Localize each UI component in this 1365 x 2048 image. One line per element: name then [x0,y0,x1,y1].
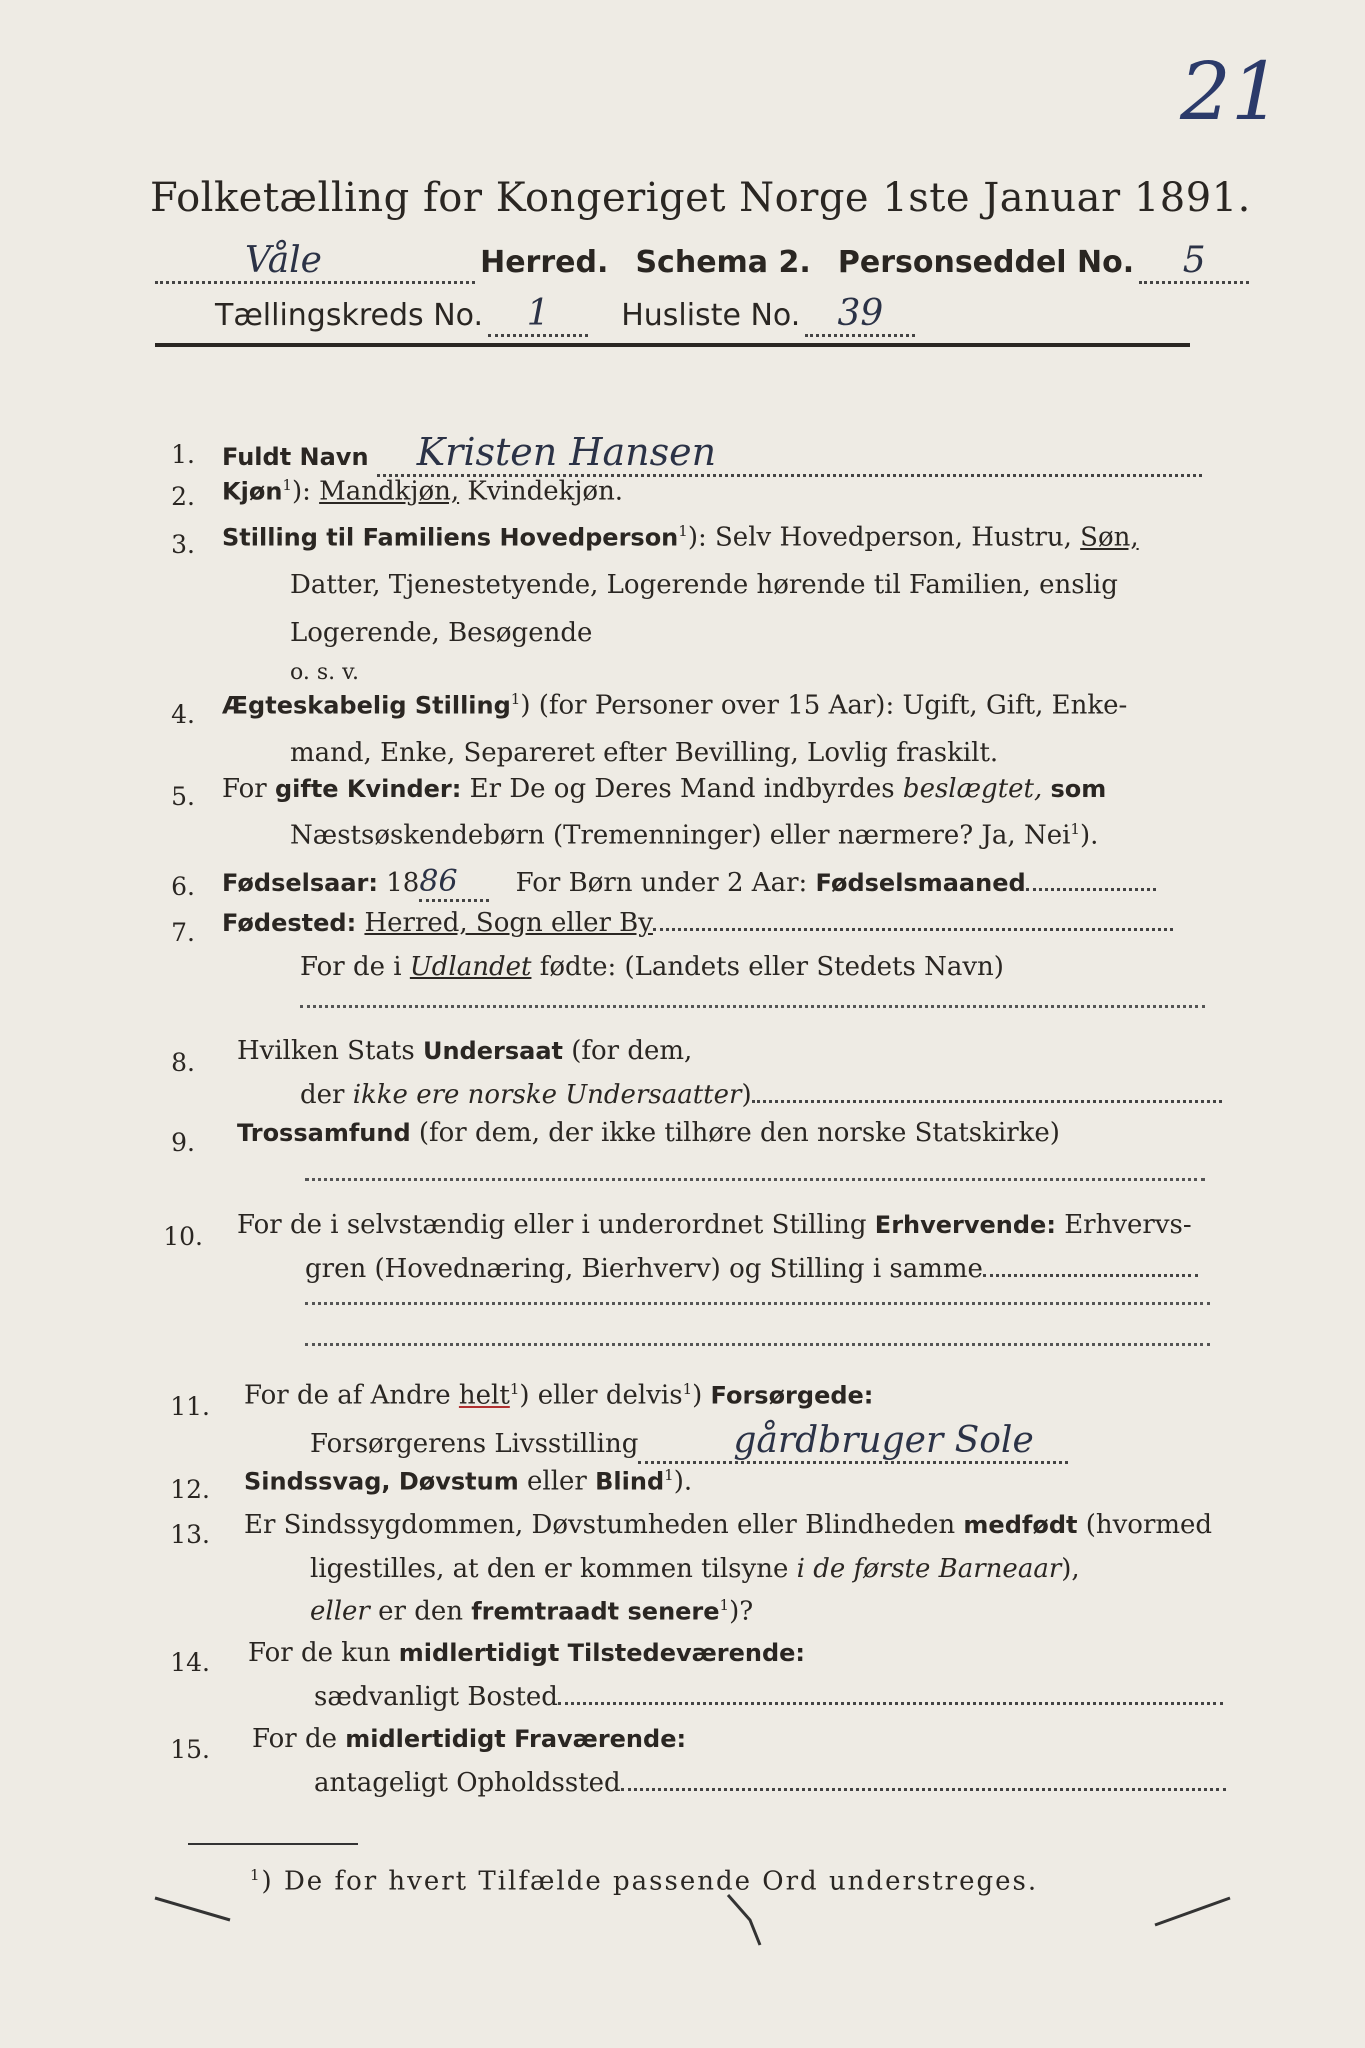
q8-line2 [300,1080,1222,1110]
footnote-rule [188,1843,358,1845]
q8-text2a: der [300,1080,345,1110]
q11-line1 [244,1380,873,1411]
q5-label: gifte Kvinder: [274,775,462,803]
q3-number: 3. [171,530,195,559]
personseddel-label: Personseddel No. [837,245,1135,280]
q2-colon: ): [291,476,311,507]
husliste-value: 39 [805,293,915,337]
q3-text1: ): Selv Hovedperson, Hustru, [687,522,1072,553]
q6-line [222,864,1156,902]
q4-number: 4. [171,700,195,729]
q12-label: Sindssvag, Døvstum [244,1467,519,1496]
q10-line2 [305,1254,1198,1284]
header-row-kreds [215,293,915,337]
q14-line1 [248,1638,805,1668]
q8-line1 [237,1036,692,1066]
q11-number: 11. [170,1392,210,1421]
q5-number: 5. [171,782,195,811]
q3-line1 [222,522,1139,553]
corner-mark-center-icon [720,1890,780,1950]
q14-text2: sædvanligt Bosted [314,1682,558,1712]
q12-number: 12. [170,1475,210,1504]
q5-end: ). [1079,820,1099,851]
q9-line1 [237,1118,1060,1148]
q10-line1 [237,1210,1192,1240]
q1-number: 1. [171,440,195,469]
q9-blank [305,1178,1205,1181]
q11-option-helt: helt [458,1380,510,1411]
q10-pre: For de i selvstændig eller i underordnet Stilling [237,1210,867,1240]
corner-mark-right-icon [1150,1890,1240,1930]
q13-text1a: Er Sindssygdommen, Døvstumheden eller Blindheden [244,1510,956,1540]
q6-month-blank [1026,888,1156,891]
q8-italic: ikke ere norske Undersaatter [352,1080,742,1110]
q10-label: Erhvervende: [874,1211,1056,1239]
kreds-label: Tællingskreds No. [215,298,483,333]
q14-line2 [314,1682,1223,1712]
q11-label: Forsørgede: [710,1381,874,1410]
q15-blank [621,1788,1226,1791]
q2-line [222,476,623,507]
q15-line1 [252,1724,686,1754]
q6-text1: For Børn under 2 Aar: [515,868,808,898]
q8-label: Undersaat [422,1037,563,1065]
q15-number: 15. [170,1735,210,1764]
q12-label2: Blind [595,1467,665,1496]
q9-label: Trossamfund [237,1119,411,1147]
q11-value: gårdbruger Sole [638,1420,1068,1464]
q8-text2b: ) [741,1080,752,1110]
q9-text1: (for dem, der ikke tilhøre den norske Statskirke) [418,1118,1060,1148]
husliste-label: Husliste No. [621,298,801,333]
q8-number: 8. [171,1048,195,1077]
footnote [250,1866,1038,1897]
q8-blank [752,1100,1222,1103]
q7-line1 [222,908,1173,938]
q5-pre: For [222,774,267,804]
form-title: Folketælling for Kongeriget Norge 1ste Januar 1891. [150,175,1251,221]
q5-line2 [290,820,1098,851]
q5-text2: Næstsøskendebørn (Tremenninger) eller nærmere? Ja, Nei [290,820,1071,851]
header-row-herred [155,240,1249,284]
q14-number: 14. [170,1648,210,1677]
q13-italic: i de første Barneaar [796,1554,1062,1584]
q12-mid: eller [527,1466,587,1497]
q14-label: midlertidigt Tilstedeværende: [398,1639,806,1667]
q10-text1: Erhvervs- [1064,1210,1192,1240]
q7-blank1 [653,928,1173,931]
q3-sup: 1 [678,522,688,540]
q13-label2: fremtraadt senere [471,1597,720,1626]
q5-text1: Er De og Deres Mand indbyrdes [469,774,895,804]
q12-line [244,1466,692,1497]
q2-number: 2. [171,482,195,511]
q13-italic2: eller [310,1596,370,1627]
q10-number: 10. [163,1222,203,1251]
q11-sup2: 1 [682,1380,693,1398]
herred-value: Våle [155,240,475,284]
q7-blank2 [300,1005,1205,1008]
herred-label: Herred. [480,245,609,280]
q5-post: som [1050,775,1107,803]
q3-text4: o. s. v. [290,660,359,685]
q8-text1: (for dem, [571,1036,693,1066]
q13-text3a: er den [378,1596,463,1627]
q6-label2: Fødselsmaaned [815,869,1026,897]
q5-sup: 1 [1070,820,1080,838]
q6-year-value: 86 [419,864,489,902]
q1-name-value: Kristen Hansen [377,430,1202,477]
q11-mid: ) eller delvis [519,1380,683,1411]
q13-label: medfødt [963,1511,1078,1539]
q7-italic: Udlandet [409,952,532,982]
q15-text2: antageligt Opholdssted [314,1768,621,1798]
q13-text2b: ), [1061,1554,1080,1584]
q13-number: 13. [170,1520,210,1549]
q5-line1 [222,774,1106,804]
q12-end: ). [673,1466,693,1497]
q6-label: Fødselsaar: [222,869,378,897]
footnote-text: ) De for hvert Tilfælde passende Ord understreges. [261,1866,1039,1897]
q2-option-kvindekjon: Kvindekjøn. [467,476,624,507]
q14-blank [558,1702,1223,1705]
q11-sup: 1 [509,1380,520,1398]
q4-sup: 1 [510,690,521,708]
q11-text2: Forsørgerens Livsstilling [310,1429,639,1459]
q1-line [222,430,1202,477]
q7-text2b: fødte: (Landets eller Stedets Navn) [539,952,1004,982]
q13-text2a: ligestilles, at den er kommen tilsyne [310,1554,789,1584]
q15-pre: For de [252,1724,337,1754]
q13-text3b: )? [729,1596,754,1627]
q13-line2 [310,1554,1080,1584]
personseddel-value: 5 [1139,240,1249,284]
q10-blank1 [983,1274,1198,1277]
page-number-handwritten: 21 [1180,45,1282,138]
q4-line1 [222,690,1127,721]
q12-sup: 1 [664,1466,674,1484]
q10-blank3 [305,1343,1210,1346]
q4-text2: mand, Enke, Separeret efter Bevilling, Lovlig fraskilt. [290,738,999,768]
q13-sup: 1 [719,1596,730,1614]
q7-text2a: For de i [300,952,402,982]
footnote-sup: 1 [250,1866,262,1884]
q7-line2 [300,952,1004,982]
q13-line3 [310,1596,753,1627]
q15-line2 [314,1768,1226,1798]
q3-option-son: Søn, [1080,522,1139,553]
q6-prefix: 18 [386,868,420,898]
q11-pre: For de af Andre [244,1380,451,1411]
q3-text3: Logerende, Besøgende [290,618,593,648]
q2-sup: 1 [282,476,292,494]
q10-text2: gren (Hovednæring, Bierhverv) og Stilling i samme [305,1254,983,1284]
q4-label: Ægteskabelig Stilling [222,691,511,720]
q8-pre: Hvilken Stats [237,1036,415,1066]
q2-label: Kjøn [222,477,283,506]
q15-label: midlertidigt Fraværende: [345,1725,687,1753]
q3-label: Stilling til Familiens Hovedperson [222,523,679,552]
q7-label: Fødested: [222,909,357,937]
q6-number: 6. [171,872,195,901]
header-rule [155,343,1190,347]
q14-pre: For de kun [248,1638,391,1668]
q9-number: 9. [171,1128,195,1157]
q5-italic: beslægtet, [902,774,1043,804]
q2-option-mandkjon: Mandkjøn, [319,476,460,507]
q3-text2: Datter, Tjenestetyende, Logerende hørende til Familien, enslig [290,570,1118,600]
corner-mark-left-icon [150,1890,240,1930]
q10-blank2 [305,1302,1210,1305]
kreds-value: 1 [488,293,588,337]
q7-text1: Herred, Sogn eller By [364,908,653,938]
q4-text1: ) (for Personer over 15 Aar): Ugift, Gift, Enke- [520,690,1128,721]
q7-number: 7. [171,918,195,947]
schema-label: Schema 2. [635,245,811,280]
q11-line2 [310,1420,1068,1464]
q11-end: ) [692,1380,703,1411]
q13-line1 [244,1510,1212,1540]
q1-label: Fuldt Navn [222,443,369,471]
q13-text1b: (hvormed [1085,1510,1213,1540]
